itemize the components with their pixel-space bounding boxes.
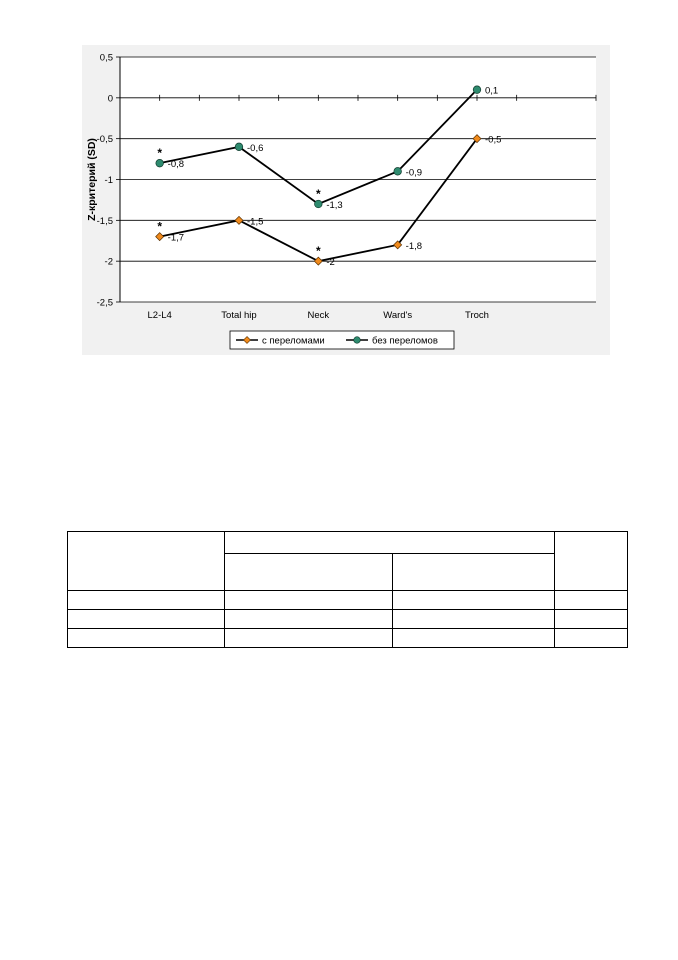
table-cell [393,629,555,648]
data-label: -0,6 [247,142,264,154]
table-cell [393,554,555,591]
data-label: -2 [326,257,335,269]
y-axis-label: Z-критерий (SD) [86,138,98,221]
table-cell [555,532,628,591]
table-cell [68,591,225,610]
y-tick-label: 0 [107,93,113,105]
table-cell [68,532,225,591]
data-point-circle [235,143,243,151]
table-cell [555,610,628,629]
significance-asterisk: * [315,187,321,201]
table-cell [555,591,628,610]
data-label: -1,7 [167,232,185,244]
legend-marker-circle [354,337,361,344]
significance-asterisk: * [157,219,163,234]
data-point-circle [473,86,481,94]
significance-asterisk: * [157,146,163,161]
table-cell [393,610,555,629]
table-row [68,629,628,648]
y-tick-label: 0,5 [99,52,113,64]
table-cell [393,591,555,610]
data-label: -0,9 [405,167,423,179]
y-tick-label: -0,5 [96,134,113,146]
table-header-row [68,532,628,554]
data-point-circle [394,168,402,176]
y-tick-label: -1 [104,175,113,186]
data-label: -1,3 [326,200,343,211]
data-label: 0,1 [485,85,499,97]
table-cell [225,610,393,629]
table-cell [68,610,225,629]
table-cell [225,554,393,591]
table-cell [225,591,393,610]
chart-area [82,45,610,355]
data-table [67,531,628,648]
table-row [68,610,628,629]
data-label: -1,5 [247,216,264,228]
y-tick-label: -2 [104,256,113,268]
table-cell [68,629,225,648]
data-label: -1,8 [405,240,423,252]
legend-label: без переломов [372,335,438,347]
data-point-circle [315,200,323,208]
table-cell [225,532,555,554]
x-tick-label: Total hip [221,310,257,321]
significance-asterisk: * [315,244,321,259]
x-tick-label: Troch [465,310,489,321]
x-tick-label: Neck [307,310,330,321]
x-tick-label: L2-L4 [147,310,172,321]
data-label: -0,5 [485,134,502,146]
data-label: -0,8 [167,159,185,171]
legend-label: с переломами [262,335,325,347]
table-cell [225,629,393,648]
y-tick-label: -2,5 [96,297,113,309]
x-tick-label: Ward's [383,310,413,321]
table-row [68,591,628,610]
line-chart [82,45,610,355]
table-cell [555,629,628,648]
data-point-circle [156,159,164,167]
y-tick-label: -1,5 [96,215,113,227]
